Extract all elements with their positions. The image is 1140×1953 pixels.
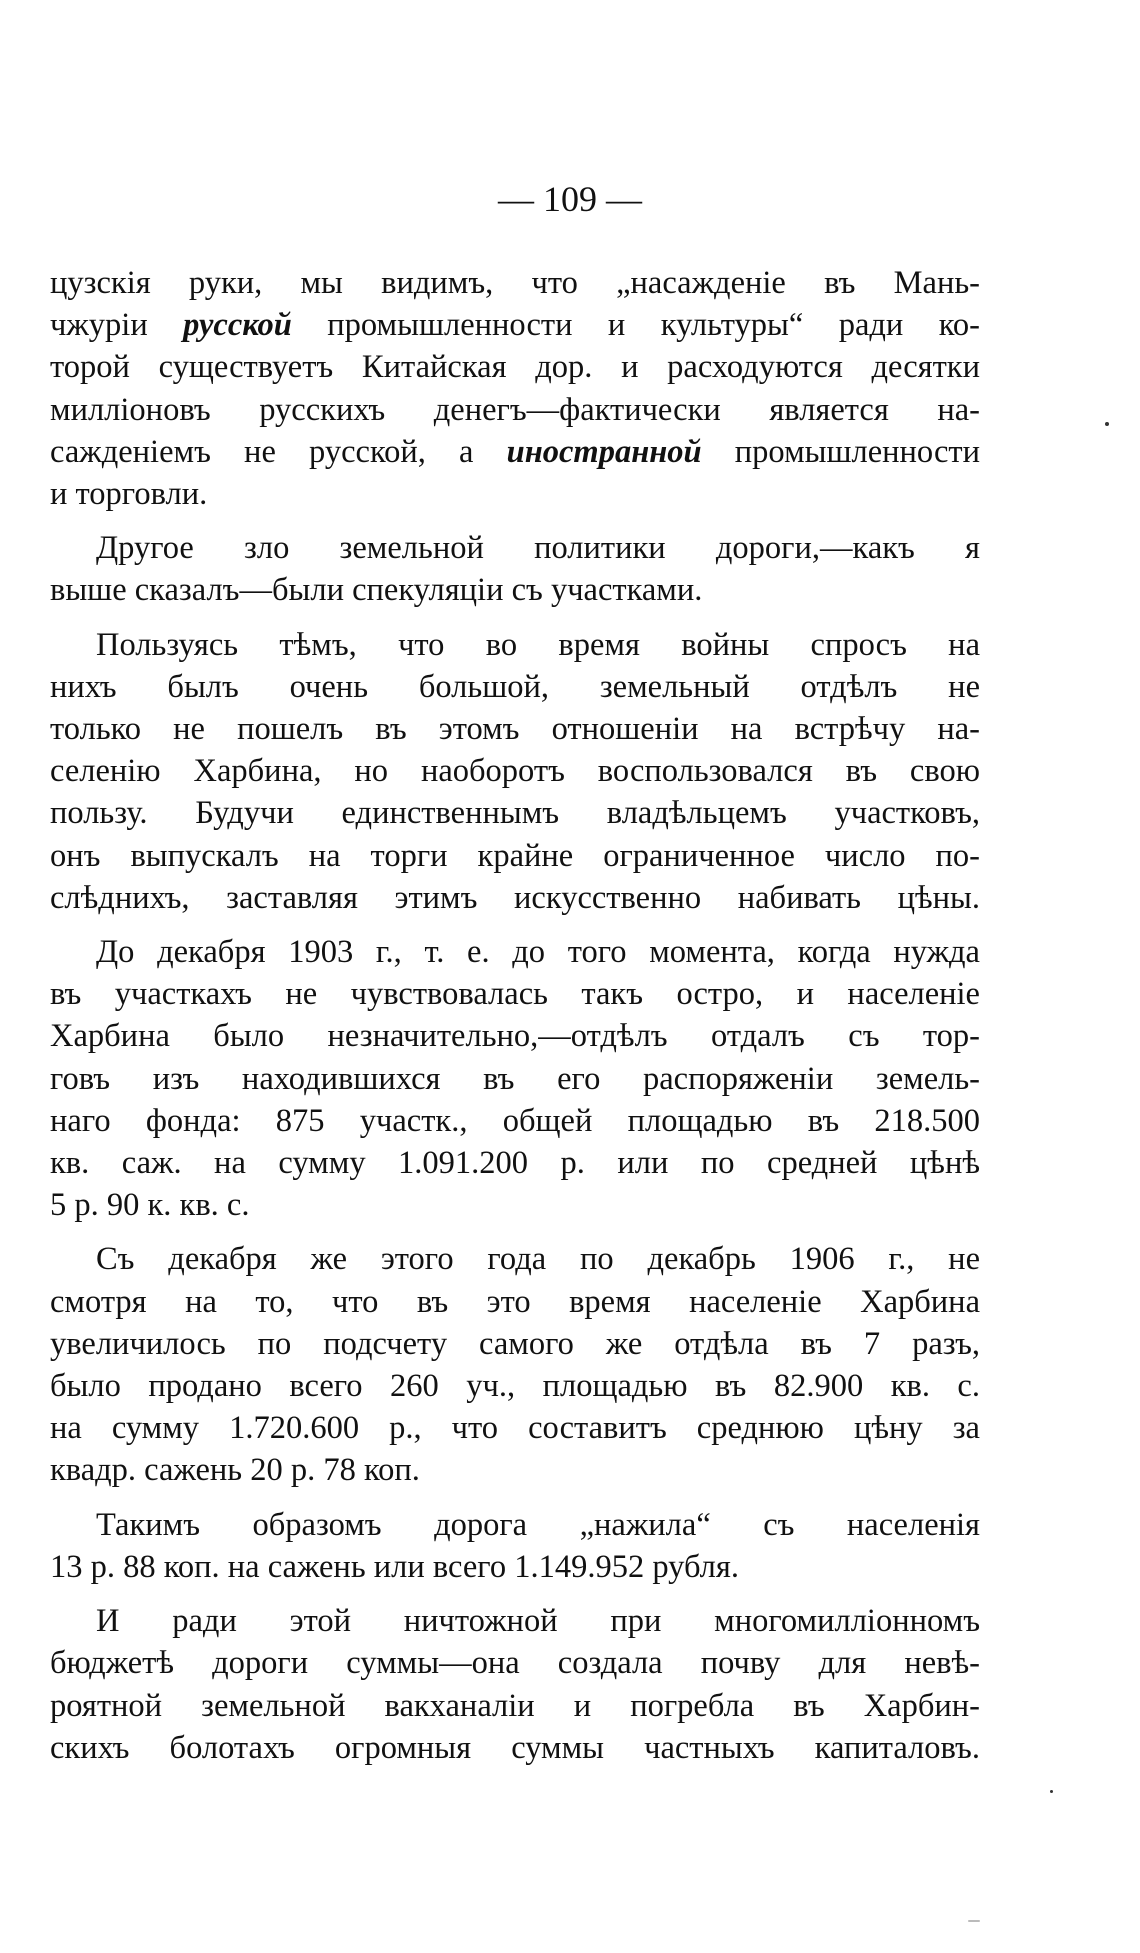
text-line: въ участкахъ не чувствовалась такъ остро, и населеніе [50,976,980,1013]
text-fragment: промышленности и культуры“ ради ко- [291,307,980,344]
scan-speck [1050,1790,1053,1793]
text-line: милліоновъ русскихъ денегъ—фактически является на- [50,391,980,428]
page-number: — 109 — [498,179,642,219]
text-line: И ради этой ничтожной при многомилліонномъ [96,1603,980,1640]
text-line: селенію Харбина, но наоборотъ воспользовался въ свою [50,753,980,790]
scan-speck [1105,422,1109,426]
emphasis-foreign: иностранной [506,433,702,470]
text-line: Харбина было незначительно,—отдѣлъ отдалъ съ тор- [50,1018,980,1055]
paragraph-4 [50,931,980,1226]
text-line: онъ выпускалъ на торги крайне ограниченное число по- [50,837,980,874]
text-line: роятной земельной вакханаліи и погребла въ Харбин- [50,1687,980,1724]
paragraph-6 [50,1504,980,1588]
text-line: бюджетѣ дороги суммы—она создала почву для невѣ- [50,1645,980,1682]
text-line: смотря на то, что въ это время населеніе Харбина [50,1283,980,1320]
text-line: на сумму 1.720.600 р., что составитъ среднюю цѣну за [50,1410,980,1447]
paragraph-7 [50,1600,980,1769]
text-line: До декабря 1903 г., т. е. до того момента, когда нужда [96,934,980,971]
text-line [50,304,980,346]
text-line: нихъ былъ очень большой, земельный отдѣлъ не [50,668,980,705]
paragraph-1 [50,262,980,515]
paragraph-5 [50,1238,980,1491]
text-fragment: сажденіемъ не русской, а [50,433,507,470]
text-line: квадр. сажень 20 р. 78 коп. [50,1452,420,1489]
text-line: только не пошелъ въ этомъ отношеніи на встрѣчу на- [50,711,980,748]
text-line: скихъ болотахъ огромныя суммы частныхъ капиталовъ. [50,1729,980,1766]
text-line: выше сказалъ—были спекуляціи съ участками. [50,572,703,609]
scan-speck [968,1920,980,1922]
text-line [50,431,980,473]
text-fragment: чжуріи [50,307,184,344]
text-fragment: промышленности [701,433,981,470]
text-line: Другое зло земельной политики дороги,—какъ я [96,530,980,567]
text-line: и торговли. [50,476,208,513]
text-line: было продано всего 260 уч., площадью въ 82.900 кв. с. [50,1368,980,1405]
text-line: наго фонда: 875 участк., общей площадью въ 218.500 [50,1102,980,1139]
text-line: кв. саж. на сумму 1.091.200 р. или по средней цѣнѣ [50,1145,980,1182]
text-line: Пользуясь тѣмъ, что во время войны спросъ на [96,626,980,663]
text-line: торой существуетъ Китайская дор. и расходуются десятки [50,349,980,386]
body-text [50,262,980,1781]
text-line: цузскія руки, мы видимъ, что „насажденіе въ Мань- [50,265,980,301]
text-line: 13 р. 88 коп. на сажень или всего 1.149.952 рубля. [50,1548,739,1585]
paragraph-3 [50,624,980,919]
text-line: Съ декабря же этого года по декабрь 1906 г., не [96,1241,980,1278]
text-line: Такимъ образомъ дорога „нажила“ съ населенія [96,1506,980,1543]
text-line: слѣднихъ, заставляя этимъ искусственно набивать цѣны. [50,879,980,916]
text-line: увеличилось по подсчету самого же отдѣла въ 7 разъ, [50,1325,980,1362]
paragraph-2 [50,527,980,611]
text-line: говъ изъ находившихся въ его распоряженіи земель- [50,1060,980,1097]
emphasis-russian: русской [183,307,292,344]
text-line: пользу. Будучи единственнымъ владѣльцемъ участковъ, [50,795,980,832]
text-line: 5 р. 90 к. кв. с. [50,1187,250,1224]
